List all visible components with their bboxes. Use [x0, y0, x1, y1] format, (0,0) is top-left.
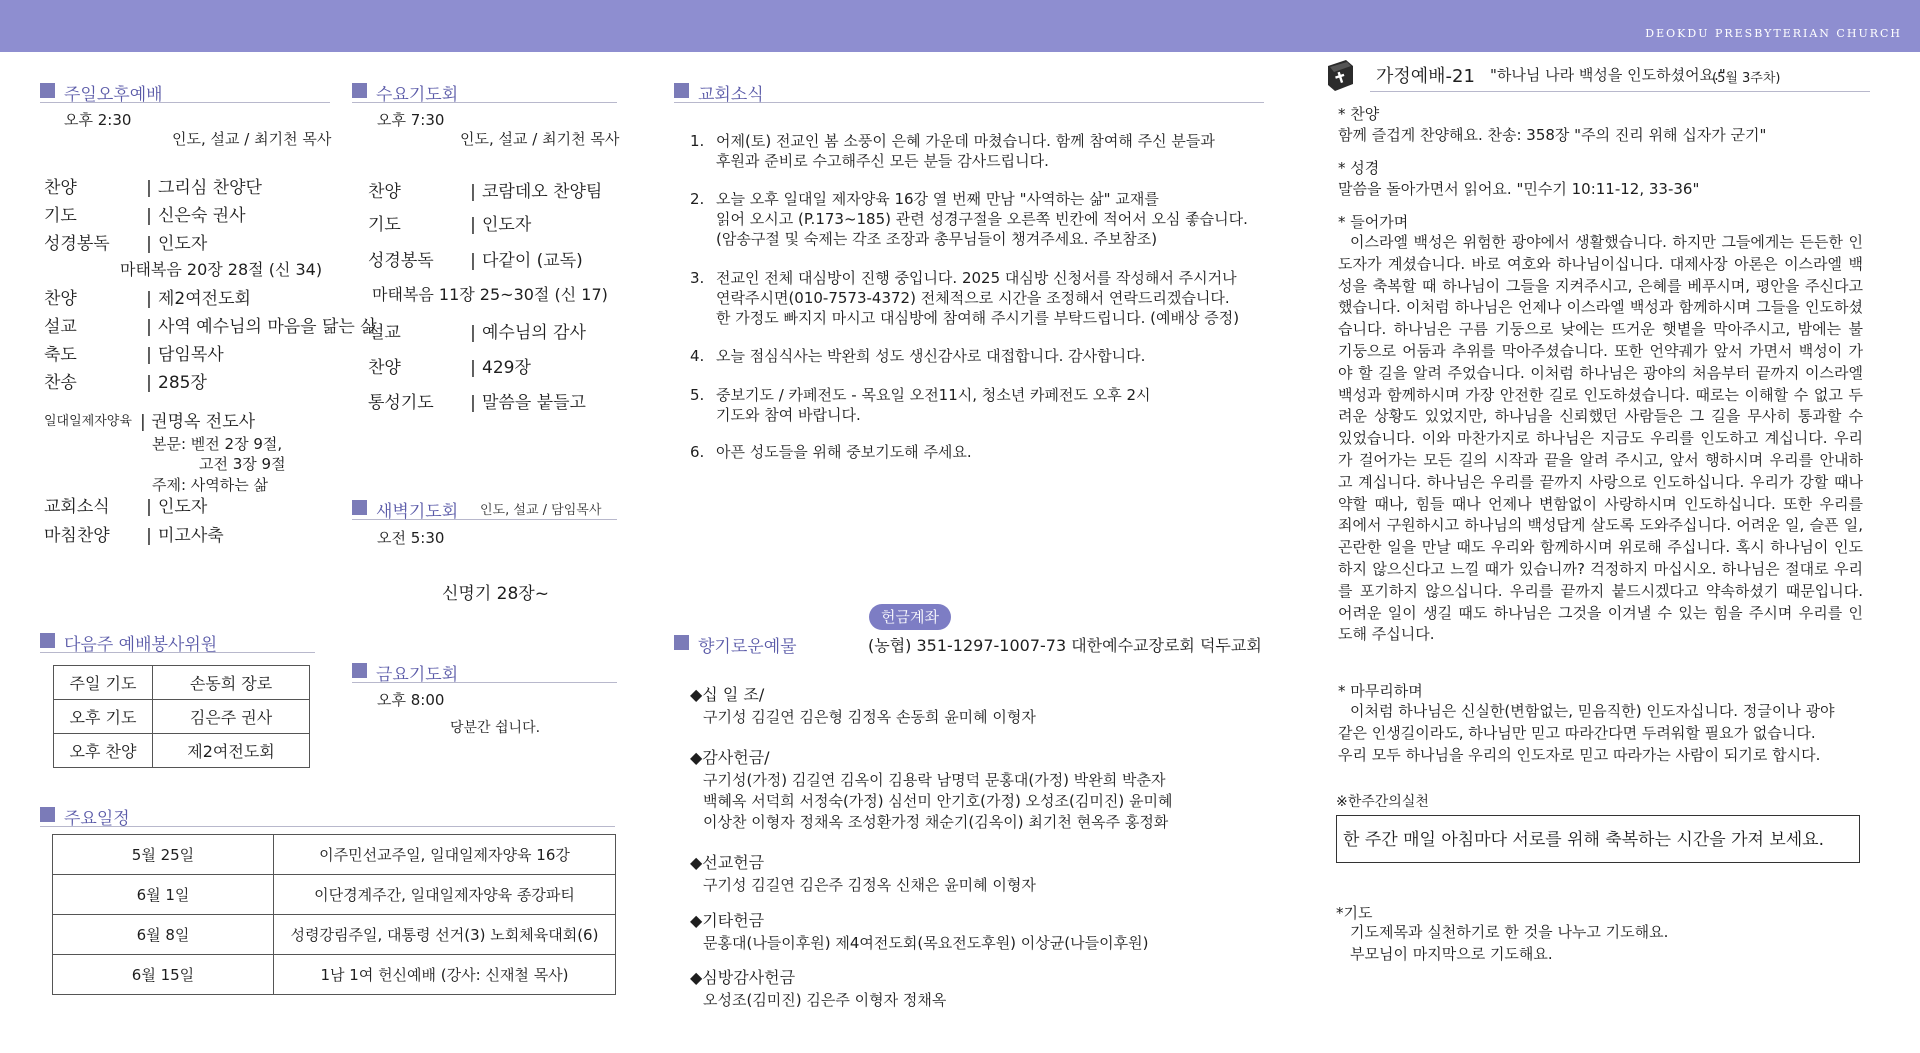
separator: |: [470, 393, 476, 413]
schedule-date: 5월 25일: [53, 835, 274, 875]
service-role-value: 285장: [158, 373, 207, 393]
paragraph-line: 우리 모두 하나님을 우리의 인도자로 믿고 따라가는 사람이 되기로 합시다.: [1338, 745, 1821, 764]
server-name: 제2여전도회: [153, 734, 310, 768]
schedule-event: 이단경계주간, 일대일제자양육 종강파티: [274, 875, 616, 915]
paragraph-line: 곤란한 일을 만날 때도 우리와 함께하시며 위로해 주십니다. 혹시 하나님이 인도: [1338, 538, 1863, 557]
server-name: 손동희 장로: [153, 666, 310, 700]
intro-paragraph: [1338, 232, 1863, 646]
family-worship-title: 가정예배-21: [1376, 66, 1475, 87]
service-row: [368, 177, 602, 202]
section-title: 수요기도회: [376, 85, 459, 105]
section-marker-icon: [40, 807, 55, 822]
paragraph-line: 했습니다. 이처럼 하나님은 언제나 이스라엘 백성과 함께하시며 그들을 인도하셨: [1338, 298, 1863, 317]
news-line: 중보기도 / 카페전도 - 목요일 오전11시, 청소년 카페전도 오후 2시: [716, 386, 1151, 404]
paragraph-line: 습니다. 하나님은 구름 기둥으로 낮에는 뜨거운 햇볕을 막아주시고, 밤에는 불: [1338, 320, 1863, 339]
news-number: 1.: [690, 132, 705, 150]
service-role-value: 사역 예수님의 마음을 닮는 삶: [158, 317, 377, 337]
table-row: [54, 700, 310, 734]
section-marker-icon: [352, 83, 367, 98]
service-leader: 인도, 설교 / 최기천 목사: [460, 130, 620, 148]
service-role-value: 429장: [482, 358, 531, 378]
practice-heading: ※한주간의실천: [1336, 794, 1429, 810]
section-marker-icon: [352, 663, 367, 678]
service-time: 오후 7:30: [377, 111, 445, 129]
offering-heading: ◆선교헌금: [690, 853, 765, 872]
service-role-label: 마침찬양: [44, 526, 110, 546]
news-number: 5.: [690, 386, 705, 404]
separator: |: [470, 215, 476, 235]
scripture-ref: 마태복음 11장 25~30절 (신 17): [372, 285, 608, 304]
scripture-ref: 마태복음 20장 28절 (신 34): [120, 260, 323, 279]
table-row: [53, 875, 616, 915]
service-role-label: 설교: [368, 323, 401, 343]
offering-names: 오성조(김미진) 김은주 이형자 정채옥: [703, 991, 947, 1009]
service-role-label: 성경봉독: [368, 251, 434, 271]
service-role-label: 찬송: [44, 373, 77, 393]
account-number: (농협) 351-1297-1007-73 대한예수교장로회 덕두교회: [868, 636, 1262, 655]
separator: |: [470, 182, 476, 202]
section-title: 주일오후예배: [64, 85, 163, 105]
dawn-scripture: 신명기 28장~: [442, 584, 549, 604]
separator: |: [146, 234, 152, 254]
service-role-label: 기도: [368, 215, 401, 235]
section-sunday-worship: [40, 80, 330, 103]
service-row: [44, 492, 207, 517]
paragraph-line: 기도제목과 실천하기로 한 것을 나누고 기도해요.: [1350, 923, 1669, 941]
closing-heading: * 마무리하며: [1338, 682, 1423, 700]
service-role-value: 인도자: [158, 497, 208, 517]
news-line: 읽어 오시고 (P.173~185) 관련 성경구절을 오른쪽 빈칸에 적어서 오심 좋습니다.: [716, 210, 1248, 228]
offering-heading: ◆심방감사헌금: [690, 968, 796, 987]
offering-names: 백혜옥 서덕희 서정숙(가정) 심선미 안기호(가정) 오성조(김미진) 윤미혜: [703, 792, 1173, 810]
news-text: [716, 346, 1145, 366]
hymn-text: 함께 즐겁게 찬양해요. 찬송: 358장 "주의 진리 위해 십자가 군기": [1338, 126, 1767, 144]
news-number: 3.: [690, 269, 705, 287]
service-row: [368, 318, 586, 343]
offering-names: 문홍대(나들이후원) 제4여전도회(목요전도후원) 이상균(나들이후원): [703, 934, 1149, 952]
section-title: 주요일정: [64, 809, 130, 829]
paragraph-line: 도자가 계셨습니다. 바로 여호와 하나님이십니다. 대제사장 아론은 이스라엘 백: [1338, 254, 1863, 273]
offering-names: 이상찬 이형자 정채옥 조성환가정 채순기(김옥이) 최기천 현옥주 홍정화: [703, 813, 1169, 831]
bible-icon: [1322, 58, 1356, 94]
hymn-heading: * 찬양: [1338, 105, 1380, 123]
server-role: 주일 기도: [54, 666, 153, 700]
section-title: 다음주 예배봉사위원: [64, 635, 218, 655]
intro-heading: * 들어가며: [1338, 213, 1409, 231]
practice-box: 한 주간 매일 아침마다 서로를 위해 축복하는 시간을 가져 보세요.: [1336, 815, 1860, 863]
discipleship-value: | 권명옥 전도사: [140, 412, 256, 432]
separator: |: [470, 251, 476, 271]
server-role: 오후 기도: [54, 700, 153, 734]
paragraph-line: 하지 않으신다고 느낄 때가 있습니까? 걱정하지 마십시오. 하나님은 절대로 우리: [1338, 559, 1863, 578]
separator: |: [146, 317, 152, 337]
news-number: 2.: [690, 190, 705, 208]
family-worship-subtitle: "하나님 나라 백성을 인도하셨어요.": [1490, 66, 1726, 84]
service-row: [44, 284, 251, 309]
service-role-value: 인도자: [158, 234, 208, 254]
service-role-label: 성경봉독: [44, 234, 110, 254]
paragraph-line: 약할 때나, 힘들 때나 언제나 변함없이 사랑하시며 인도하십니다. 또한 우리를: [1338, 494, 1863, 513]
section-next-servers: [40, 630, 315, 653]
section-dawn-prayer: [352, 497, 617, 520]
service-time: 오후 8:00: [377, 691, 445, 709]
title-underline: [1370, 91, 1870, 92]
news-text: [716, 131, 1215, 171]
table-row: [54, 734, 310, 768]
service-role-label: 찬양: [44, 178, 77, 198]
service-leader: 인도, 설교 / 최기천 목사: [172, 130, 332, 148]
separator: |: [146, 345, 152, 365]
paragraph-line: 죄에서 구원하시고 하나님의 백성답게 살도록 도와주십니다. 어려운 일, 슬픈 일,: [1338, 516, 1863, 535]
header-bar: [0, 0, 1920, 52]
service-role-label: 통성기도: [368, 393, 434, 413]
paragraph-line: 어려운 일이 생길 때도 하나님은 그것을 이겨낼 수 있는 힘을 주시며 우리를 인: [1338, 603, 1863, 622]
service-row: [44, 368, 207, 393]
section-marker-icon: [40, 633, 55, 648]
discipleship-text-2: 고전 3장 9절: [199, 455, 286, 473]
section-title: 새벽기도회: [376, 502, 459, 522]
paragraph-line: 도해 주십니다.: [1338, 625, 1435, 644]
service-role-value: 그리심 찬양단: [158, 178, 262, 198]
service-role-value: 코람데오 찬양팀: [482, 182, 603, 202]
service-role-value: 인도자: [482, 215, 532, 235]
news-line: (암송구절 및 숙제는 각조 조장과 총무님들이 챙겨주세요. 주보참조): [716, 230, 1158, 248]
service-role-value: 신은숙 권사: [158, 206, 246, 226]
service-row: [44, 312, 377, 337]
paragraph-line: 성을 축복할 때 하나님이 그들을 지켜주시고, 은혜를 베푸시며, 평안을 주신다고: [1338, 276, 1863, 295]
service-row: [368, 210, 531, 235]
service-row: [44, 521, 224, 546]
paragraph-line: 를 포기하지 않으십니다. 우리를 끝까지 붙드시겠다고 약속하셨기 때문입니다.: [1338, 581, 1863, 600]
service-role-label: 교회소식: [44, 497, 110, 517]
news-line: 어제(토) 전교인 봄 소풍이 은혜 가운데 마쳤습니다. 함께 참여해 주신 분들과: [716, 132, 1215, 150]
account-badge: 헌금계좌: [869, 604, 951, 630]
offering-names: 구기성 김길연 김은형 김정옥 손동희 윤미혜 이형자: [703, 708, 1036, 726]
section-title: 교회소식: [698, 85, 764, 105]
offering-heading: ◆감사헌금/: [690, 748, 770, 767]
news-text: [716, 442, 972, 462]
news-line: 오늘 점심식사는 박완희 성도 생신감사로 대접합니다. 감사합니다.: [716, 347, 1146, 365]
news-text: [716, 268, 1239, 328]
service-role-value: 예수님의 감사: [482, 323, 586, 343]
paragraph-line: 이처럼 하나님은 신실한(변함없는, 믿음직한) 인도자십니다. 정글이나 광야: [1350, 702, 1835, 720]
news-line: 연락주시면(010-7573-4372) 전체적으로 시간을 조정해서 연락드리겠습니다.: [716, 289, 1230, 307]
offering-names: 구기성(가정) 김길연 김옥이 김용락 남명덕 문홍대(가정) 박완희 박춘자: [703, 771, 1166, 789]
service-row: [368, 353, 531, 378]
separator: |: [146, 289, 152, 309]
paragraph-line: 같은 인생길이라도, 하나님만 믿고 따라간다면 두려워할 필요가 없습니다.: [1338, 723, 1816, 742]
news-line: 오늘 오후 일대일 제자양육 16강 열 번째 만남 "사역하는 삶" 교재를: [716, 190, 1159, 208]
paragraph-line: 기둥으로 어둠과 추위를 막아주셨습니다. 또한 언약궤가 앞서 가면서 백성이 가: [1338, 341, 1863, 360]
section-title: 금요기도회: [376, 665, 459, 685]
server-role: 오후 찬양: [54, 734, 153, 768]
news-text: [716, 385, 1151, 425]
service-role-value: 미고사축: [158, 526, 224, 546]
separator: |: [146, 526, 152, 546]
offering-heading: ◆기타헌금: [690, 911, 765, 930]
section-wednesday-prayer: [352, 80, 617, 103]
news-line: 전교인 전체 대심방이 진행 중입니다. 2025 대심방 신청서를 작성해서 주시거나: [716, 269, 1237, 287]
service-row: [44, 229, 207, 254]
discipleship-text-3: 주제: 사역하는 삶: [152, 476, 269, 494]
service-row: [368, 388, 586, 413]
service-time: 오후 2:30: [64, 111, 132, 129]
section-marker-icon: [352, 500, 367, 515]
paragraph-line: 야 할 길을 알려 주었습니다. 이처럼 하나님은 광야의 처음부터 끝까지 이스라엘: [1338, 363, 1863, 382]
service-role-label: 축도: [44, 345, 77, 365]
service-role-value: 말씀을 붙들고: [482, 393, 586, 413]
service-row: [44, 173, 262, 198]
schedule-date: 6월 15일: [53, 955, 274, 995]
service-role-label: 기도: [44, 206, 77, 226]
offering-heading: ◆십 일 조/: [690, 685, 765, 704]
bible-text: 말씀을 돌아가면서 읽어요. "민수기 10:11-12, 33-36": [1338, 180, 1700, 198]
section-marker-icon: [40, 83, 55, 98]
paragraph-line: 백성과 함께하시며 가장 안전한 길로 인도하셨습니다. 때로는 이해할 수 없고 두: [1338, 385, 1863, 404]
church-name: DEOKDU PRESBYTERIAN CHURCH: [1645, 27, 1902, 40]
section-title: 향기로운예물: [698, 637, 797, 657]
family-worship-week: (5월 3주차): [1712, 71, 1781, 86]
offering-names: 구기성 김길연 김은주 김정옥 신채은 윤미혜 이형자: [703, 876, 1036, 894]
prayer-text: [1350, 922, 1875, 966]
paragraph-line: 고 계십니다. 하나님은 우리를 끝까지 사랑으로 인도하십니다. 우리가 강할 때나: [1338, 472, 1863, 491]
separator: |: [146, 373, 152, 393]
service-role-value: 다같이 (교독): [482, 251, 583, 271]
service-row: [368, 246, 583, 271]
service-row: [44, 340, 224, 365]
service-role-value: 제2여전도회: [158, 289, 251, 309]
news-number: 6.: [690, 443, 705, 461]
paragraph-line: 려운 상황도 있었지만, 하나님을 신뢰했던 사람들은 그 길을 무사히 통과할 수: [1338, 407, 1863, 426]
news-line: 한 가정도 빠지지 마시고 대심방에 참여해 주시기를 부탁드립니다. (예배상 증정): [716, 309, 1240, 327]
paragraph-line: 가 걸어가는 모든 길의 시작과 끝을 알려 주시고, 앞서 행하시며 우리를 안내하: [1338, 450, 1863, 469]
news-number: 4.: [690, 347, 705, 365]
service-role-value: 담임목사: [158, 345, 224, 365]
schedule-event: 성령강림주일, 대통령 선거(3) 노회체육대회(6): [274, 915, 616, 955]
schedule-table: [52, 834, 616, 995]
service-role-label: 찬양: [368, 182, 401, 202]
separator: |: [146, 497, 152, 517]
service-role-label: 찬양: [368, 358, 401, 378]
table-row: [53, 835, 616, 875]
schedule-date: 6월 8일: [53, 915, 274, 955]
friday-note: 당분간 쉽니다.: [450, 720, 541, 736]
separator: |: [470, 323, 476, 343]
schedule-event: 1남 1여 헌신예배 (강사: 신재철 목사): [274, 955, 616, 995]
news-text: [716, 189, 1248, 249]
paragraph-line: 부모님이 마지막으로 기도해요.: [1350, 944, 1553, 963]
section-marker-icon: [674, 83, 689, 98]
dawn-leader: 인도, 설교 / 담임목사: [480, 503, 602, 518]
servers-table: [53, 665, 310, 768]
service-row: [44, 201, 246, 226]
closing-paragraph: [1338, 701, 1863, 766]
schedule-event: 이주민선교주일, 일대일제자양육 16강: [274, 835, 616, 875]
news-line: 아픈 성도들을 위해 중보기도해 주세요.: [716, 443, 972, 461]
prayer-heading: *기도: [1336, 904, 1373, 922]
section-church-news: [674, 80, 1264, 103]
section-schedule: [40, 804, 615, 827]
paragraph-line: 이스라엘 백성은 위험한 광야에서 생활했습니다. 하지만 그들에게는 든든한 인: [1350, 233, 1863, 251]
paragraph-line: 있었습니다. 이와 마찬가지로 하나님은 지금도 우리를 인도하고 계십니다. 우리: [1338, 429, 1863, 448]
separator: |: [470, 358, 476, 378]
section-friday-prayer: [352, 660, 617, 683]
schedule-date: 6월 1일: [53, 875, 274, 915]
service-role-label: 설교: [44, 317, 77, 337]
separator: |: [146, 178, 152, 198]
service-time: 오전 5:30: [377, 529, 445, 547]
table-row: [53, 955, 616, 995]
discipleship-label: 일대일제자양육: [44, 414, 132, 429]
news-line: 기도와 참여 바랍니다.: [716, 406, 861, 424]
section-marker-icon: [674, 635, 689, 650]
table-row: [54, 666, 310, 700]
separator: |: [146, 206, 152, 226]
news-line: 후원과 준비로 수고해주신 모든 분들 감사드립니다.: [716, 152, 1049, 170]
table-row: [53, 915, 616, 955]
bible-heading: * 성경: [1338, 159, 1380, 177]
server-name: 김은주 권사: [153, 700, 310, 734]
discipleship-text-1: 본문: 벧전 2장 9절,: [152, 435, 283, 453]
service-role-label: 찬양: [44, 289, 77, 309]
